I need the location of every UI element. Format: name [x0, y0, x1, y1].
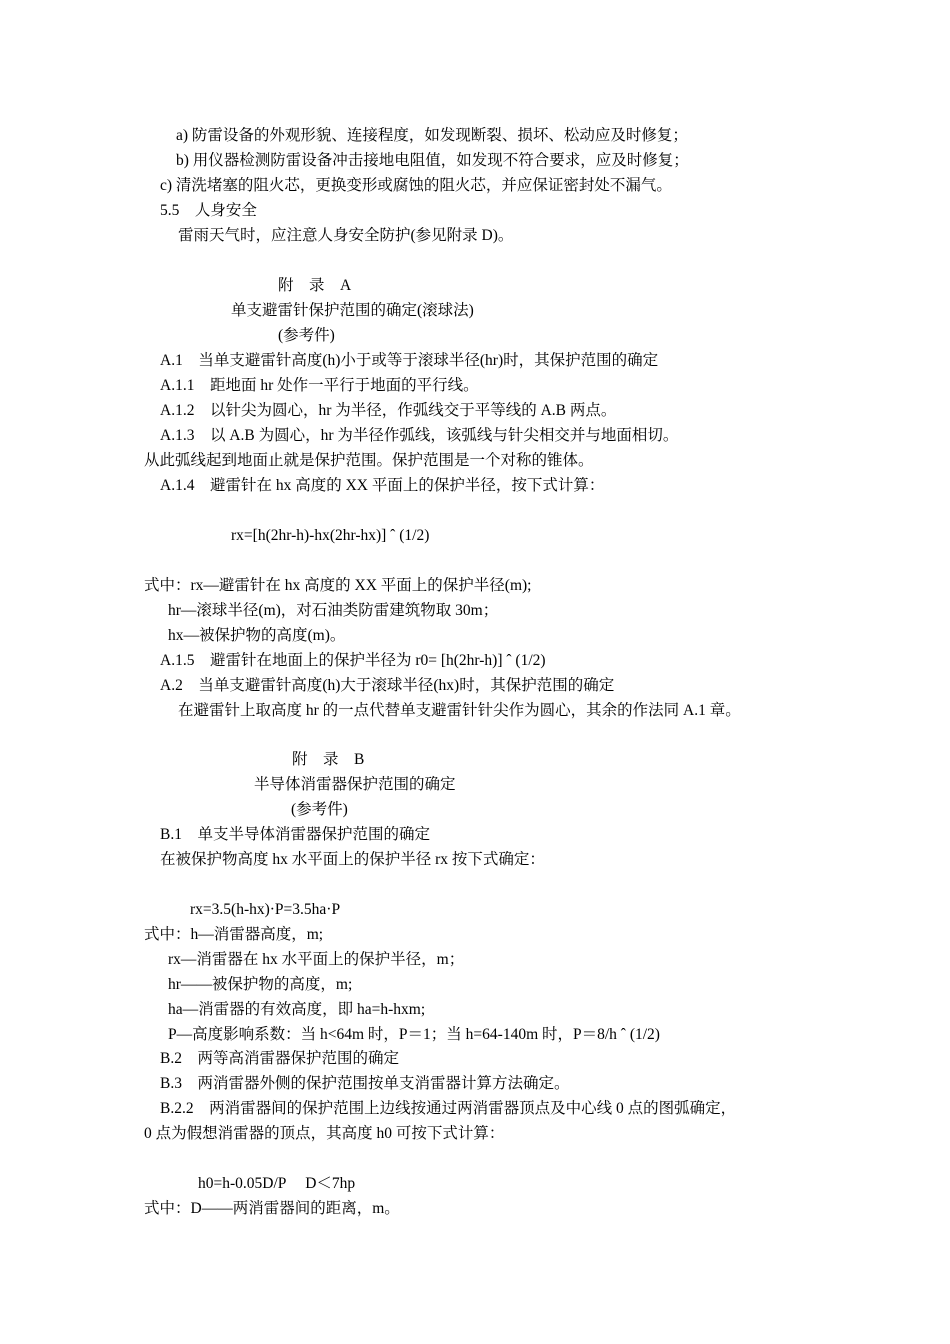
appendix-b-title: 半导体消雷器保护范围的确定: [254, 776, 456, 793]
maintenance-item-c: c) 清洗堵塞的阻火芯，更换变形或腐蚀的阻火芯，并应保证密封处不漏气。: [160, 177, 672, 194]
clause-a1-2: A.1.2 以针尖为圆心，hr 为半径，作弧线交于平等线的 A.B 两点。: [160, 402, 617, 419]
clause-b2-2: B.2.2 两消雷器间的保护范围上边线按通过两消雷器顶点及中心线 0 点的图弧确定，: [160, 1100, 737, 1117]
appendix-a-label: 附 录 A: [278, 277, 352, 294]
clause-b2-2-continuation: 0 点为假想消雷器的顶点，其高度 h0 可按下式计算：: [144, 1125, 505, 1142]
where-hr-protected-definition: hr——被保护物的高度，m;: [168, 976, 353, 993]
maintenance-item-a: a) 防雷设备的外观形貌、连接程度，如发现断裂、损坏、松动应及时修复；: [176, 127, 688, 144]
where-h-definition: 式中：h—消雷器高度，m;: [144, 926, 324, 943]
where-d-definition: 式中：D——两消雷器间的距离，m。: [144, 1200, 400, 1217]
where-rx-definition: 式中：rx—避雷针在 hx 高度的 XX 平面上的保护半径(m);: [144, 577, 532, 594]
appendix-a-note: (参考件): [278, 327, 335, 344]
clause-a1-3-continuation: 从此弧线起到地面止就是保护范围。保护范围是一个对称的锥体。: [144, 452, 594, 469]
clause-b1-text: 在被保护物高度 hx 水平面上的保护半径 rx 按下式确定：: [160, 851, 545, 868]
clause-a1-5: A.1.5 避雷针在地面上的保护半径为 r0= [h(2hr-h)] ˆ (1/2): [160, 652, 546, 669]
clause-a1: A.1 当单支避雷针高度(h)小于或等于滚球半径(hr)时，其保护范围的确定: [160, 352, 659, 369]
clause-b3: B.3 两消雷器外侧的保护范围按单支消雷器计算方法确定。: [160, 1075, 570, 1092]
where-hx-definition: hx—被保护物的高度(m)。: [168, 627, 346, 644]
clause-b2: B.2 两等高消雷器保护范围的确定: [160, 1050, 399, 1067]
section-heading-personal-safety: 5.5 人身安全: [160, 202, 257, 219]
appendix-b-label: 附 录 B: [292, 751, 365, 768]
where-hr-definition: hr—滚球半径(m)，对石油类防雷建筑物取 30m；: [168, 602, 499, 619]
clause-a1-1: A.1.1 距地面 hr 处作一平行于地面的平行线。: [160, 377, 479, 394]
clause-a2-text: 在避雷针上取高度 hr 的一点代替单支避雷针针尖作为圆心，其余的作法同 A.1 章。: [178, 702, 741, 719]
formula-h0: h0=h-0.05D/P D＜7hp: [198, 1175, 356, 1192]
clause-b1: B.1 单支半导体消雷器保护范围的确定: [160, 826, 430, 843]
appendix-a-title: 单支避雷针保护范围的确定(滚球法): [231, 302, 474, 319]
maintenance-item-b: b) 用仪器检测防雷设备冲击接地电阻值，如发现不符合要求，应及时修复；: [176, 152, 689, 169]
where-rx-eliminator-definition: rx—消雷器在 hx 水平面上的保护半径，m；: [168, 951, 465, 968]
clause-a2: A.2 当单支避雷针高度(h)大于滚球半径(hx)时，其保护范围的确定: [160, 677, 615, 694]
formula-rx-ball: rx=[h(2hr-h)-hx(2hr-hx)] ˆ (1/2): [231, 527, 430, 544]
where-ha-definition: ha—消雷器的有效高度，即 ha=h-hxm;: [168, 1001, 426, 1018]
appendix-b-note: (参考件): [291, 801, 348, 818]
where-p-definition: P—高度影响系数：当 h<64m 时，P＝1；当 h=64-140m 时，P＝8/h ˆ (1/2): [168, 1026, 660, 1043]
formula-rx-eliminator: rx=3.5(h-hx)·P=3.5ha·P: [190, 901, 341, 918]
clause-a1-3: A.1.3 以 A.B 为圆心，hr 为半径作弧线，该弧线与针尖相交并与地面相切。: [160, 427, 679, 444]
personal-safety-text: 雷雨天气时，应注意人身安全防护(参见附录 D)。: [178, 227, 514, 244]
clause-a1-4: A.1.4 避雷针在 hx 高度的 XX 平面上的保护半径，按下式计算：: [160, 477, 605, 494]
